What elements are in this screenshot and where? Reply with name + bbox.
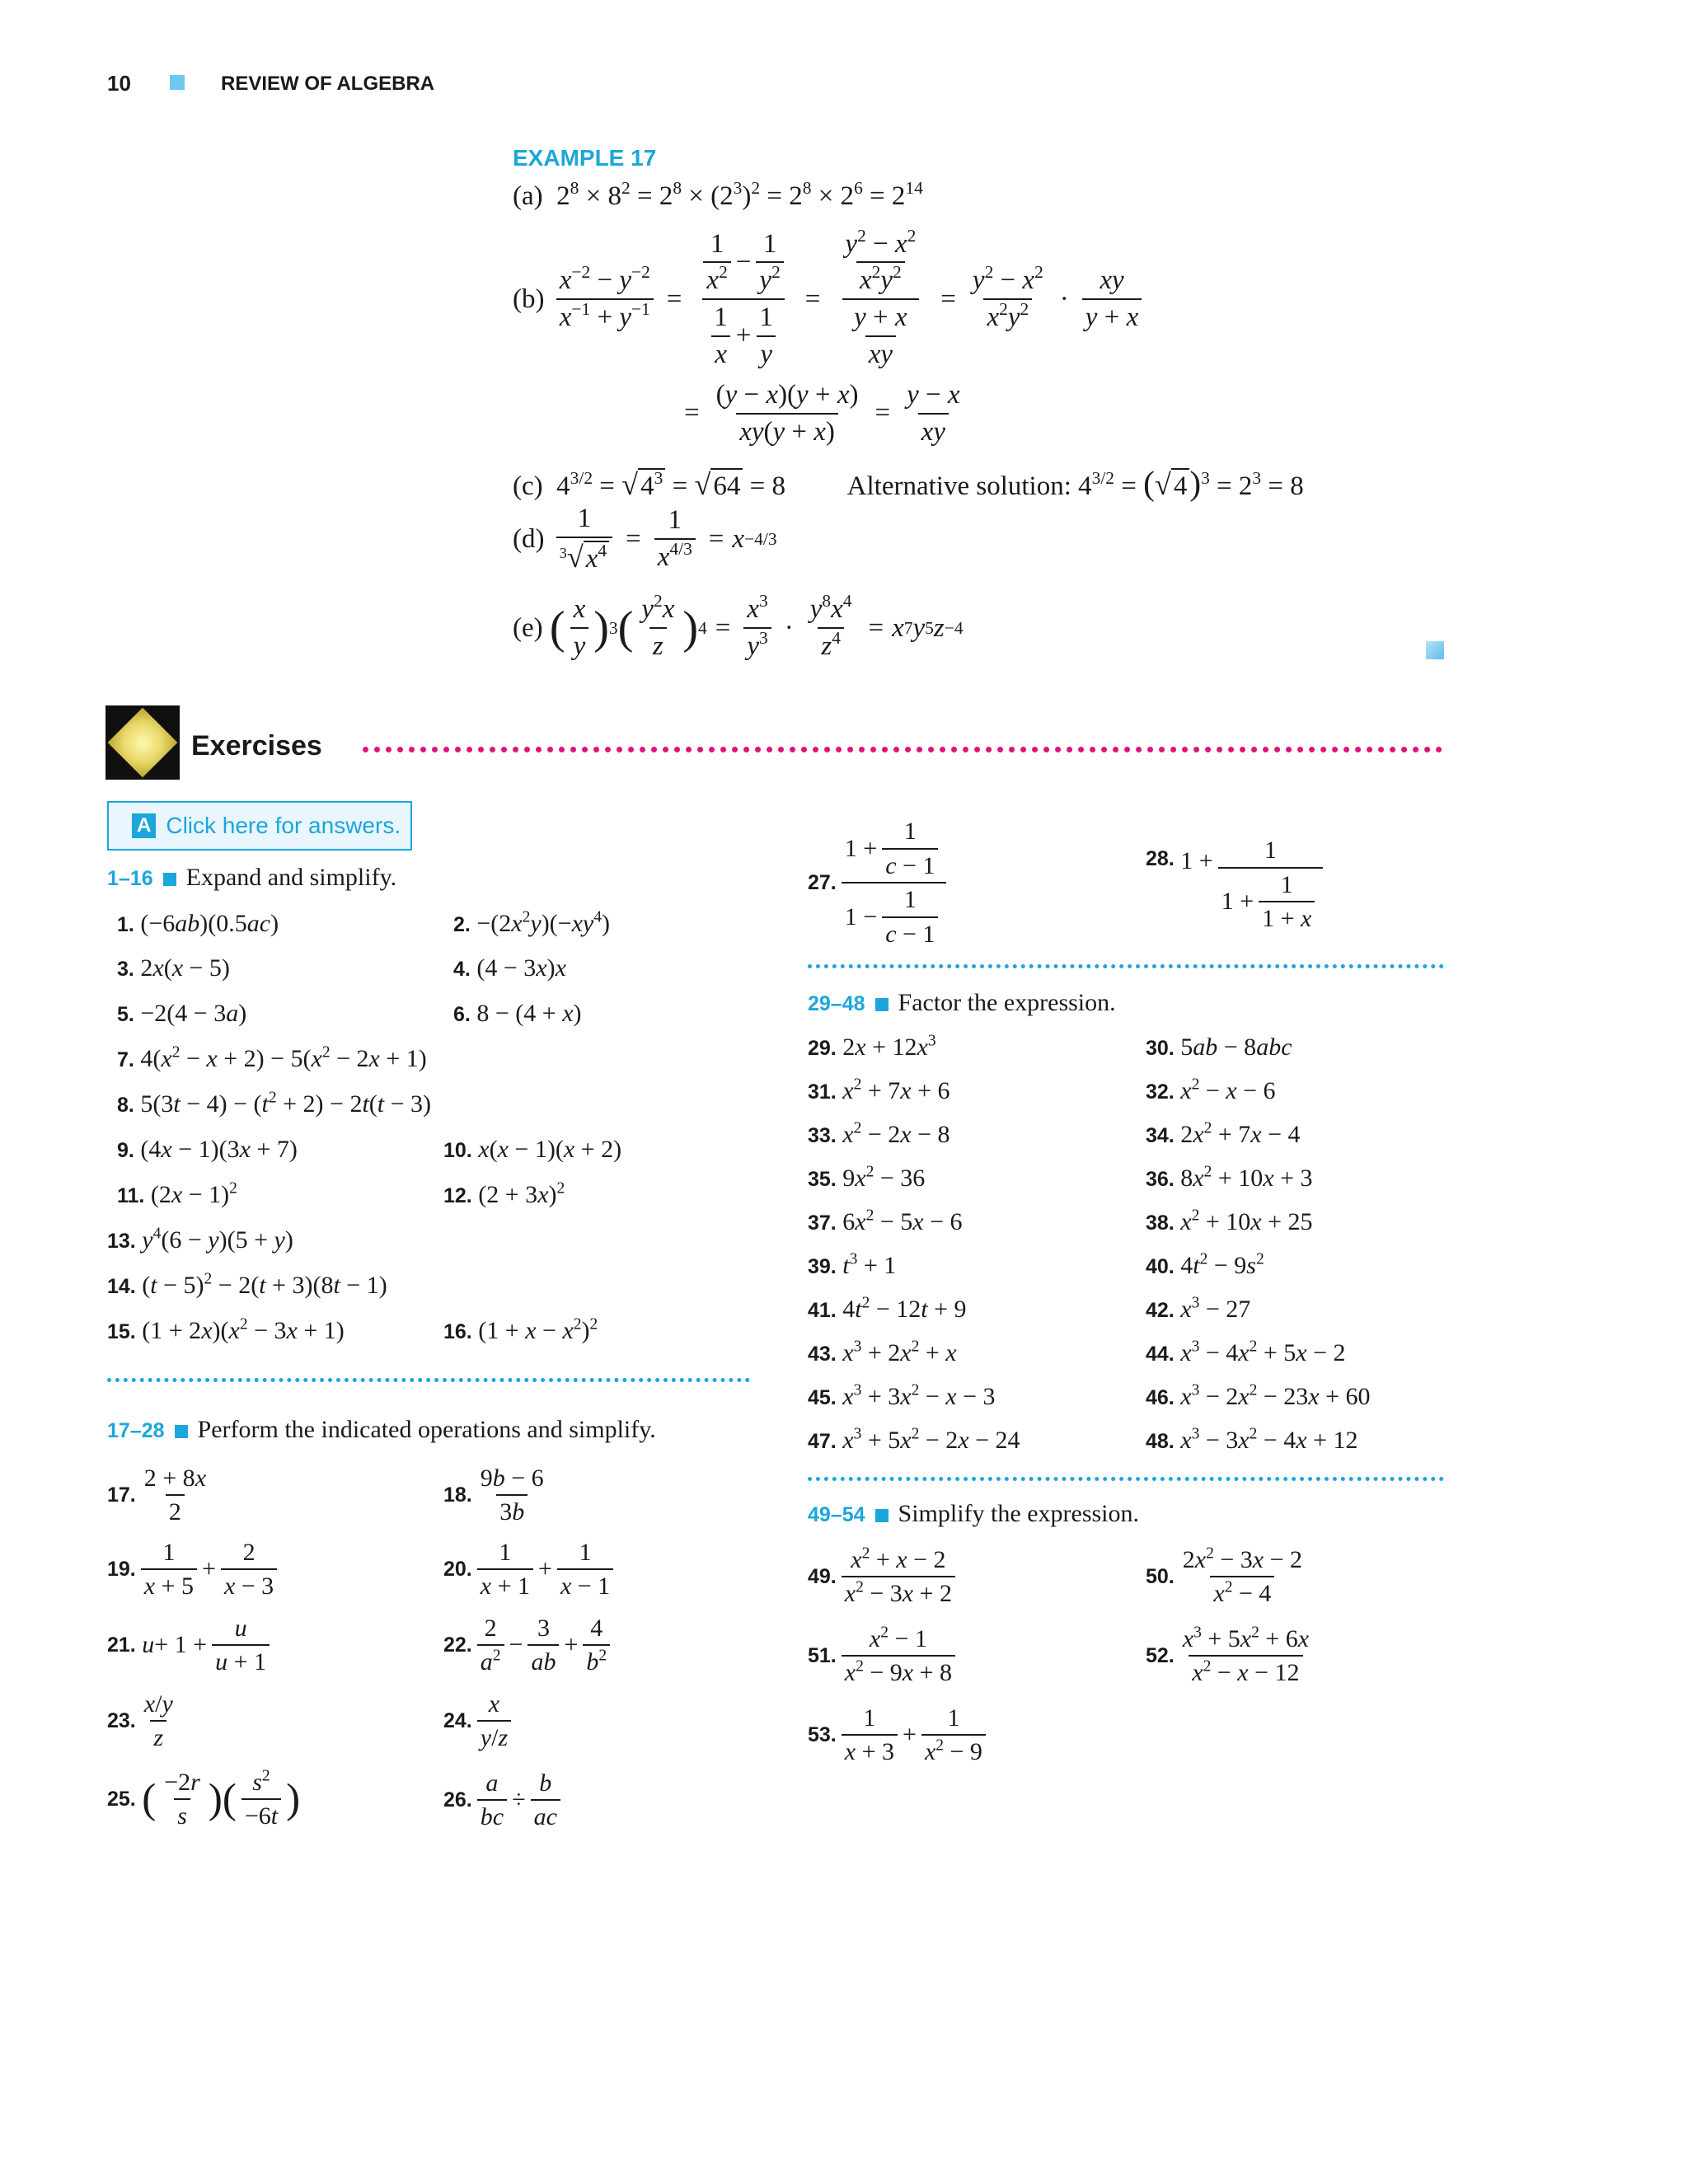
- section-divider: [107, 1378, 750, 1382]
- exercise-13: 13. $y^4(6 - y)(5 + y)$: [107, 1225, 293, 1254]
- exercise-1: 1. (−6ab)(0.5ac): [117, 910, 279, 937]
- section-heading-1-16: [107, 865, 396, 890]
- exercise-4: 4. (4 − 3x)x: [453, 954, 566, 982]
- exercise-27: 27. 1 + $\frac{1}{c - 1}$ 1 − $\frac{1}{c - 1}$: [808, 813, 951, 953]
- bullet-square-icon: [175, 1425, 188, 1438]
- exercise-15: 15. $(1 + 2x)(x^2 - 3x + 1)$: [107, 1315, 345, 1344]
- exercise-43: 43. $x^3 + 2x^2 + x$: [808, 1338, 957, 1366]
- exercise-41: 41. $4t^2 - 12t + 9$: [808, 1294, 967, 1323]
- section-instruction: Expand and simplify.: [185, 864, 397, 891]
- example-part-e: (e) ( $\frac{x}{y}$ ) 3 ( $\frac{y^2x}{z}$ ) 4 = $\frac{x^3}{y^3}$ · $\frac{y^8x^4}{z^4}$ = x 7 y 5 z −4: [513, 591, 964, 661]
- exercise-10: 10. x(x − 1)(x + 2): [443, 1136, 622, 1163]
- example-part-b: (b) $\frac{x^{-2} - y^{-2}}{x^{-1} + y^{-1}}$ = $\frac{1}{x^2}$ − $\frac{1}{y^2}$ $\frac{1}{x}$ + $\frac{1}{y}$ = $\frac{\frac{y^2 - x^2}{x^2y^2}}{\frac{y + x}{xy}}$ = $\frac{y^2 - x^2}{x^2y^2}$ · $\frac{xy}{y + x}$: [513, 221, 1146, 377]
- example-part-d: (d) $\frac{1}{^3√x^4}$ = $\frac{1}{x^{4/3}}$ = x −4/3: [513, 504, 777, 574]
- exercise-38: 38. $x^2 + 10x + 25$: [1146, 1207, 1313, 1235]
- part-e-label: (e): [513, 612, 543, 643]
- exercises-diamond-logo: [106, 705, 180, 780]
- exercise-53: 53. $\frac{1}{x + 3}$ + $\frac{1}{x^2 - 9}$: [808, 1699, 991, 1770]
- example-title: EXAMPLE 17: [513, 145, 657, 171]
- exercise-48: 48. $x^3 - 3x^2 - 4x + 12$: [1146, 1425, 1358, 1454]
- exercise-46: 46. $x^3 - 2x^2 - 23x + 60$: [1146, 1381, 1371, 1410]
- exercise-22: 22. $\frac{2}{a^2}$ − $\frac{3}{ab}$ + $\frac{4}{b^2}$: [443, 1610, 615, 1680]
- exercise-39: 39. $t^3 + 1$: [808, 1250, 897, 1279]
- exercise-2: 2. $-(2x^2y)(-xy^4)$: [453, 908, 610, 937]
- section-heading-17-28: [107, 1418, 656, 1442]
- exercise-34: 34. $2x^2 + 7x - 4$: [1146, 1119, 1301, 1148]
- exercise-32: 32. $x^2 - x - 6$: [1146, 1076, 1276, 1104]
- exercise-23: 23. $\frac{x/y}{z}$: [107, 1690, 173, 1751]
- bullet-square-icon: [163, 873, 176, 886]
- exercise-8: 8. $5(3t - 4) - (t^2 + 2) - 2t(t - 3)$: [117, 1089, 432, 1118]
- part-a-label: (a): [513, 181, 543, 211]
- part-d-label: (d): [513, 523, 545, 554]
- exercise-47: 47. $x^3 + 5x^2 - 2x - 24$: [808, 1425, 1020, 1454]
- exercise-14: 14. $(t - 5)^2 - 2(t + 3)(8t - 1)$: [107, 1270, 387, 1299]
- section-instruction: Factor the expression.: [898, 989, 1116, 1016]
- exercise-40: 40. $4t^2 - 9s^2$: [1146, 1250, 1264, 1279]
- section-range: 17–28: [107, 1419, 165, 1442]
- section-instruction: Simplify the expression.: [898, 1500, 1140, 1527]
- section-instruction: Perform the indicated operations and simplify.: [197, 1416, 656, 1443]
- exercise-11: 11. $(2x - 1)^2$: [117, 1179, 237, 1208]
- example-part-b-line2: = $\frac{(y - x)(y + x)}{xy(y + x)}$ = $\frac{y - x}{xy}$: [684, 380, 960, 447]
- answers-link-text[interactable]: Click here for answers.: [166, 813, 401, 838]
- exercise-20: 20. $\frac{1}{x + 1}$ + $\frac{1}{x - 1}$: [443, 1535, 618, 1604]
- section-heading-49-54: [808, 1502, 1139, 1526]
- exercise-3: 3. 2x(x − 5): [117, 954, 230, 982]
- part-c-label: (c): [513, 471, 543, 501]
- page-number: 10: [107, 71, 131, 96]
- exercise-50: 50. $\frac{2x^2 - 3x - 2}{x^2 - 4}$: [1146, 1544, 1303, 1607]
- example-part-c: (c) $4^{3/2} = √4^3 = √64 = 8$ Alternative solution: $4^{3/2} = (√4)^3 = 2^3 = 8$: [513, 464, 1304, 502]
- exercise-24: 24. $\frac{x}{y/z}$: [443, 1686, 516, 1755]
- exercise-7: 7. $4(x^2 - x + 2) - 5(x^2 - 2x + 1)$: [117, 1043, 427, 1072]
- running-title: REVIEW OF ALGEBRA: [221, 73, 435, 95]
- section-divider: [808, 964, 1444, 968]
- exercise-52: 52. $\frac{x^3 + 5x^2 + 6x}{x^2 - x - 12}$: [1146, 1623, 1310, 1686]
- exercise-5: 5. −2(4 − 3a): [117, 1000, 247, 1027]
- exercise-42: 42. $x^3 - 27$: [1146, 1294, 1251, 1323]
- exercise-31: 31. $x^2 + 7x + 6$: [808, 1076, 950, 1104]
- section-divider: [808, 1477, 1444, 1481]
- exercise-33: 33. $x^2 - 2x - 8$: [808, 1119, 950, 1148]
- exercise-9: 9. (4x − 1)(3x + 7): [117, 1136, 298, 1163]
- exercise-51: 51. $\frac{x^2 - 1}{x^2 - 9x + 8}$: [808, 1620, 960, 1691]
- exercise-21: 21. u + 1 + $\frac{u}{u + 1}$: [107, 1610, 274, 1680]
- answers-badge: A: [132, 813, 156, 838]
- exercise-19: 19. $\frac{1}{x + 5}$ + $\frac{2}{x - 3}$: [107, 1535, 282, 1604]
- exercise-37: 37. $6x^2 - 5x - 6$: [808, 1207, 963, 1235]
- exercise-45: 45. $x^3 + 3x^2 - x - 3$: [808, 1381, 996, 1410]
- exercise-26: 26. $\frac{a}{bc}$ ÷ $\frac{b}{ac}$: [443, 1765, 565, 1835]
- example-part-a: (a) $2^8 \times 8^2 = 2^8 \times (2^3)^2 = 2^8 \times 2^6 = 2^{14}$: [513, 178, 923, 211]
- alt-solution-label: Alternative solution:: [846, 471, 1071, 501]
- header-square-icon: [170, 75, 185, 90]
- exercise-16: 16. $(1 + x - x^2)^2$: [443, 1315, 598, 1344]
- exercise-28: 28. 1 + 1 1 + $\frac{1}{1 + x}$: [1146, 849, 1328, 932]
- section-range: 1–16: [107, 867, 153, 890]
- exercise-25: 25. ( $\frac{-2r}{s}$ ) ( $\frac{s^2}{-6t}$ ): [107, 1766, 301, 1830]
- exercise-30: 30. 5ab − 8abc: [1146, 1033, 1292, 1061]
- exercises-heading-divider: [363, 747, 1442, 752]
- exercise-6: 6. 8 − (4 + x): [453, 1000, 582, 1027]
- section-range: 29–48: [808, 992, 865, 1015]
- end-of-example-square-icon: [1426, 641, 1444, 659]
- section-heading-29-48: [808, 991, 1116, 1015]
- section-range: 49–54: [808, 1503, 865, 1526]
- exercise-29: 29. $2x + 12x^3$: [808, 1032, 936, 1061]
- exercise-49: 49. $\frac{x^2 + x - 2}{x^2 - 3x + 2}$: [808, 1541, 960, 1612]
- exercises-heading: Exercises: [191, 730, 322, 762]
- exercise-18: 18. $\frac{9b - 6}{3b}$: [443, 1464, 544, 1526]
- part-b-label: (b): [513, 284, 545, 314]
- bullet-square-icon: [875, 1509, 889, 1522]
- exercise-17: 17. $\frac{2 + 8x}{2}$: [107, 1464, 207, 1526]
- answers-link-button[interactable]: [107, 801, 412, 851]
- exercise-36: 36. $8x^2 + 10x + 3$: [1146, 1163, 1313, 1192]
- exercise-12: 12. $(2 + 3x)^2$: [443, 1179, 565, 1208]
- exercise-44: 44. $x^3 - 4x^2 + 5x - 2$: [1146, 1338, 1346, 1366]
- bullet-square-icon: [875, 998, 889, 1011]
- exercise-35: 35. $9x^2 - 36$: [808, 1163, 926, 1192]
